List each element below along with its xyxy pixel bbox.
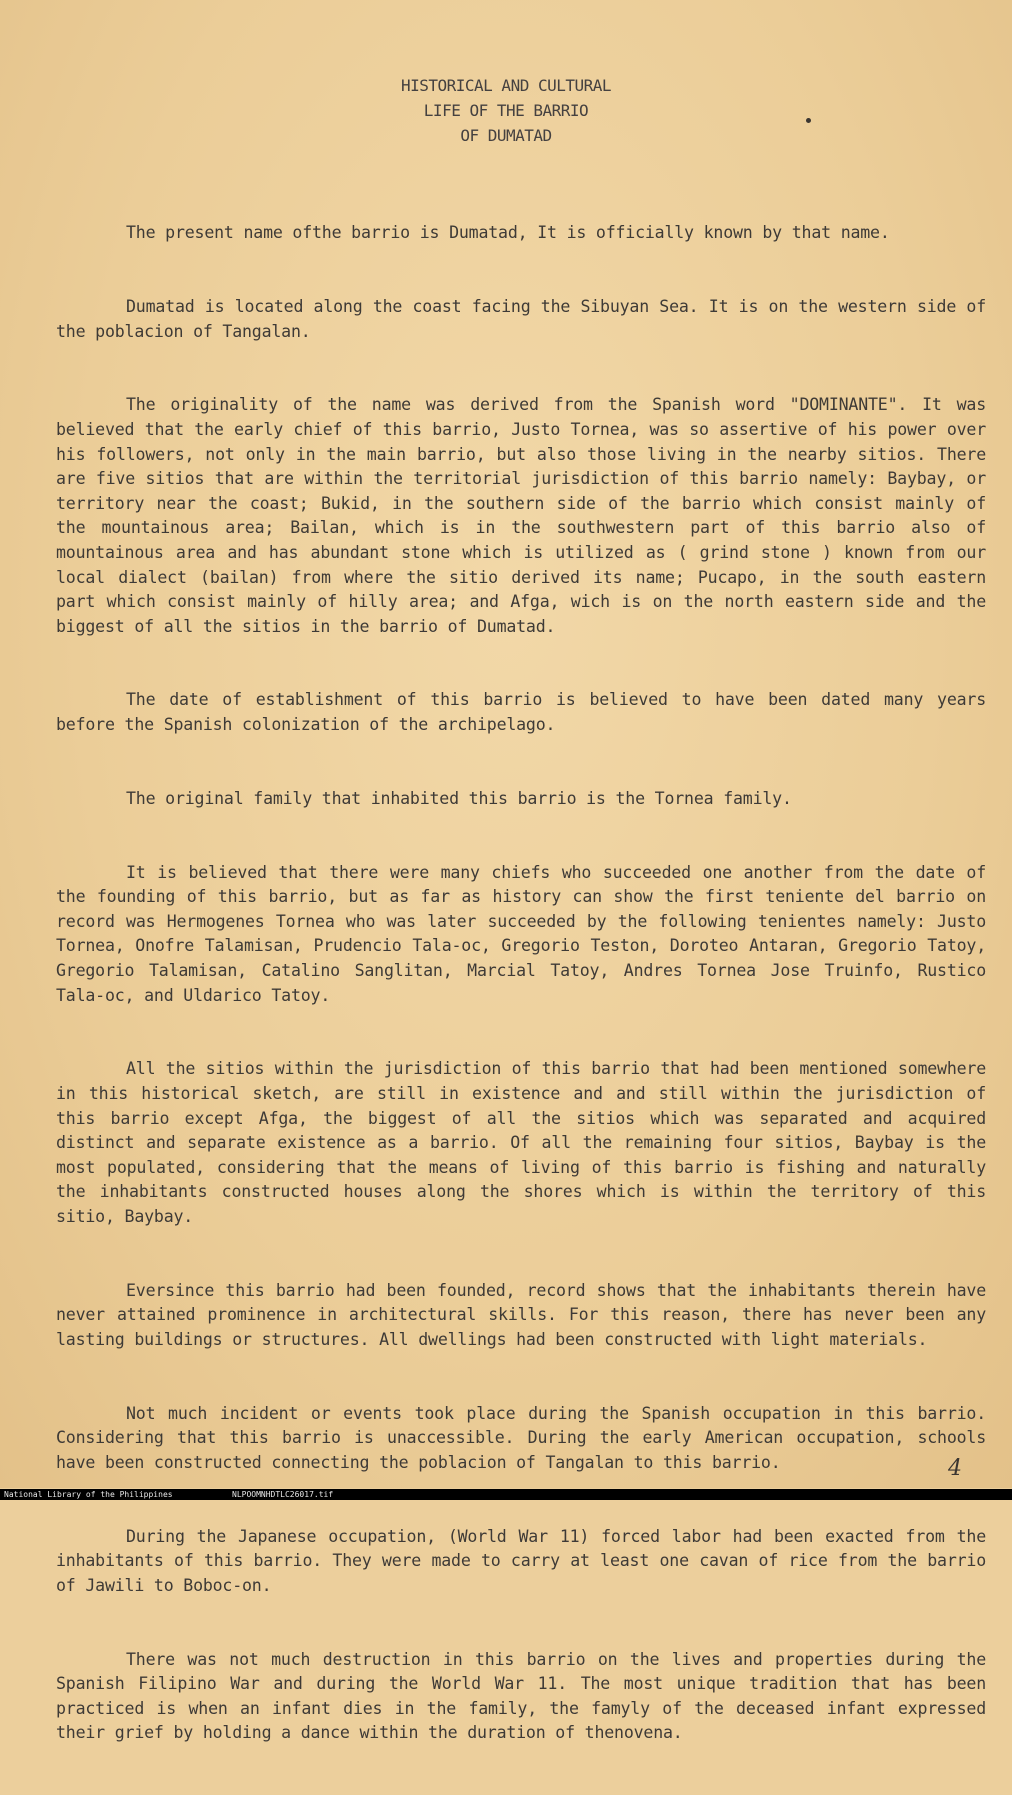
paragraph-name: The present name ofthe barrio is Dumatad, It is officially known by that name. xyxy=(126,223,890,243)
paragraph-spanish-occupation: Not much incident or events took place during the Spanish occupation in this barrio. Considering that this barrio is unaccessible. During the early American occupation, schools have been constructed connecting the poblacion of Tangalan to this barrio. xyxy=(56,1403,996,1472)
paragraph-family: The original family that inhabited this barrio is the Tornea family. xyxy=(126,788,792,808)
title-line-3: OF DUMATAD xyxy=(460,126,552,145)
paragraph-origin: The originality of the name was derived from the Spanish word "DOMINANTE". It was believed that the early chief of this barrio, Justo Tornea, was so assertive of his power over his followers, not only in the main barrio, but also those living in the nearby sitios. There are five sitios that are within the territorial jurisdiction of this barrio namely: Baybay, or territory near the coast; Bukid, in the southern side of the barrio which consist mainly of the mountainous area; Bailan, which is in the southwestern part of this barrio also of mountainous area and has abundant stone which is utilized as ( grind stone ) known from our local dialect (bailan) from where the sitio derived its name; Pucapo, in the south eastern part which consist mainly of hilly area; and Afga, wich is on the north eastern side and the biggest of all the sitios in the barrio of Dumatad. xyxy=(56,395,996,636)
title-line-2: LIFE OF THE BARRIO xyxy=(423,101,589,120)
paragraph-establishment: The date of establishment of this barrio is believed to have been dated many years before the Spanish colonization of the archipelago. xyxy=(56,690,996,735)
paragraph-tenientes: It is believed that there were many chiefs who succeeded one another from the date of the founding of this barrio, but as far as history can show the first teniente del barrio on record was Hermogenes Tornea who was later succeeded by the following tenientes namely: Justo Tornea, Onofre Talamisan, Prudencio Tala-oc, Gregorio Teston, Doroteo Antaran, Gregorio Tatoy, Gregorio Talamisan, Catalino Sanglitan, Marcial Tatoy, Andres Tornea Jose Truinfo, Rustico Tala-oc, and Uldarico Tatoy. xyxy=(56,862,996,1005)
paragraph-location: Dumatad is located along the coast facing the Sibuyan Sea. It is on the western side of the poblacion of Tangalan. xyxy=(56,296,996,341)
document-body xyxy=(56,172,996,1795)
footer-library: National Library of the Philippines xyxy=(4,1490,173,1499)
footer-file: NLPOOMNHDTLC26017.tif xyxy=(232,1490,334,1499)
title-line-1: HISTORICAL AND CULTURAL xyxy=(400,76,612,95)
paragraph-sitios: All the sitios within the jurisdiction of this barrio that had been mentioned somewhere in this historical sketch, are still in existence and and still within the jurisdiction of this barrio except Afga, the biggest of all the sitios which was separated and acquired distinct and separate existence as a barrio. Of all the remaining four sitios, Baybay is the most populated, considering that the means of living of this barrio is fishing and naturally the inhabitants constructed houses along the shores which is within the territory of this sitio, Baybay. xyxy=(56,1059,996,1226)
paragraph-architecture: Eversince this barrio had been founded, record shows that the inhabitants therein have never attained prominence in architectural skills. For this reason, there has never been any lasting buildings or structures. All dwellings had been constructed with light materials. xyxy=(56,1280,996,1349)
page-number: 4 xyxy=(948,1456,962,1481)
paragraph-traditions: There was not much destruction in this barrio on the lives and properties during the Spanish Filipino War and during the World War 11. The most unique tradition that has been practiced is when an infant dies in the family, the famyly of the deceased infant expressed their grief by holding a dance within the duration of thenovena. xyxy=(56,1649,996,1743)
archive-footer xyxy=(0,1489,1012,1500)
paragraph-japanese-occupation: During the Japanese occupation, (World War 11) forced labor had been exacted from the inhabitants of this barrio. They were made to carry at least one cavan of rice from the barrio of Jawili to Boboc-on. xyxy=(56,1526,996,1595)
